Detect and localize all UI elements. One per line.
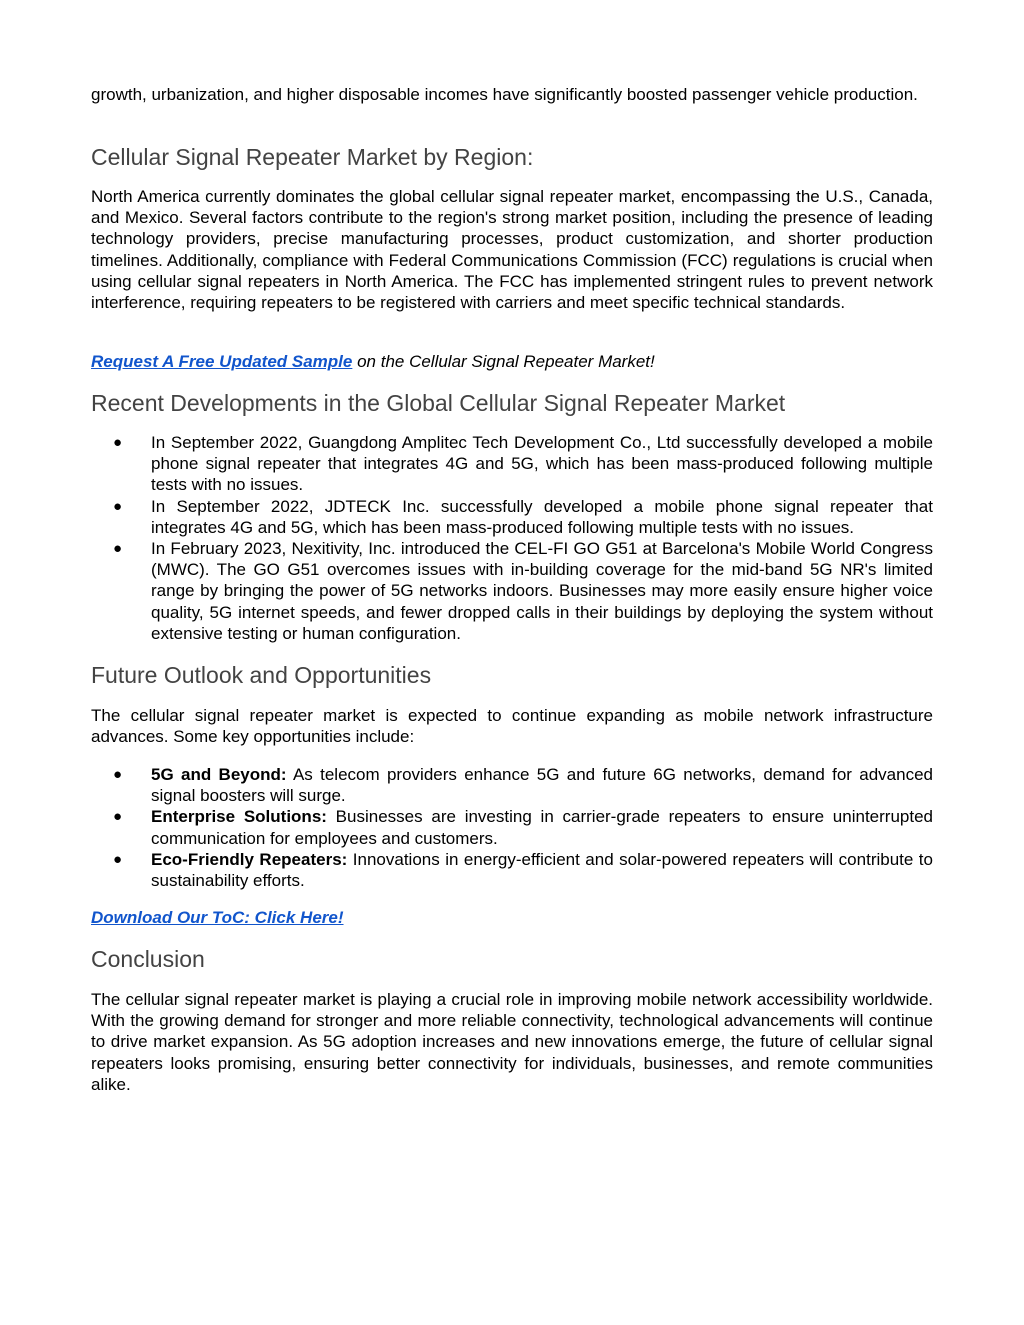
outlook-heading: Future Outlook and Opportunities [91, 662, 432, 688]
opportunity-label: Eco-Friendly Repeaters: [151, 849, 348, 869]
sample-link-suffix: on the Cellular Signal Repeater Market! [352, 352, 655, 371]
list-item [91, 538, 933, 644]
list-item [91, 764, 933, 806]
sample-link-line [91, 351, 933, 372]
bullet-icon: ● [113, 808, 123, 826]
bullet-icon: ● [113, 766, 123, 783]
developments-heading: Recent Developments in the Global Cellular Signal Repeater Market [91, 390, 786, 416]
development-item-text: In February 2023, Nexitivity, Inc. introduced the CEL-FI GO G51 at Barcelona's Mobile World Congress (MWC). The GO G51 overcomes issues with in-building coverage for the mid-band 5G NR's limited range by bringing the power of 5G networks indoors. Businesses may more easily ensure higher voice quality, 5G internet speeds, and fewer dropped calls in their buildings by deploying the system without extensive testing or human configuration. [151, 539, 933, 643]
development-item-text: In September 2022, JDTECK Inc. successfully developed a mobile phone signal repeater that integrates 4G and 5G, which has been mass-produced following multiple tests with no issues. [151, 496, 933, 537]
opportunity-label: Enterprise Solutions: [151, 807, 327, 827]
conclusion-heading: Conclusion [91, 946, 205, 972]
bullet-icon: ● [113, 434, 123, 451]
region-heading: Cellular Signal Repeater Market by Region: [91, 144, 534, 170]
region-paragraph: North America currently dominates the global cellular signal repeater market, encompassing the U.S., Canada, and Mexico. Several factors contribute to the region's strong market position, including the presence of leading technology providers, precise manufacturing processes, product customization, and shorter production timelines. Additionally, compliance with Federal Communications Commission (FCC) regulations is crucial when using cellular signal repeaters in North America. The FCC has implemented stringent rules to prevent network interference, requiring repeaters to be registered with carriers and meet specific technical standards. [91, 187, 933, 313]
opportunities-list [91, 764, 933, 891]
toc-link-line [91, 907, 933, 928]
outlook-paragraph: The cellular signal repeater market is expected to continue expanding as mobile network infrastructure advances. Some key opportunities include: [91, 706, 933, 747]
list-item [91, 432, 933, 496]
bullet-icon: ● [113, 540, 123, 558]
development-item-text: In September 2022, Guangdong Amplitec Tech Development Co., Ltd successfully developed a mobile phone signal repeater that integrates 4G and 5G, which has been mass-produced following multiple tests with no issues. [151, 433, 933, 495]
opportunity-text: Innovations in energy-efficient and solar-powered repeaters will contribute to sustainability efforts. [151, 849, 933, 891]
request-sample-link[interactable]: Request A Free Updated Sample [91, 352, 353, 371]
list-item [91, 849, 933, 891]
opportunity-text: As telecom providers enhance 5G and future 6G networks, demand for advanced signal boosters will surge. [151, 765, 933, 806]
download-toc-link[interactable]: Download Our ToC: Click Here! [91, 908, 344, 927]
bullet-icon: ● [113, 497, 123, 515]
opportunity-text: Businesses are investing in carrier-grade repeaters to ensure uninterrupted communication for employees and customers. [151, 807, 933, 848]
developments-list [91, 432, 933, 644]
bullet-icon: ● [113, 850, 123, 868]
intro-paragraph: growth, urbanization, and higher disposable incomes have significantly boosted passenger vehicle production. [91, 85, 918, 104]
opportunity-label: 5G and Beyond: [151, 765, 287, 784]
list-item [91, 496, 933, 538]
conclusion-paragraph: The cellular signal repeater market is playing a crucial role in improving mobile network accessibility worldwide. With the growing demand for stronger and more reliable connectivity, technological advancements will continue to drive market expansion. As 5G adoption increases and new innovations emerge, the future of cellular signal repeaters looks promising, ensuring better connectivity for individuals, businesses, and remote communities alike. [91, 990, 933, 1094]
list-item [91, 806, 933, 848]
